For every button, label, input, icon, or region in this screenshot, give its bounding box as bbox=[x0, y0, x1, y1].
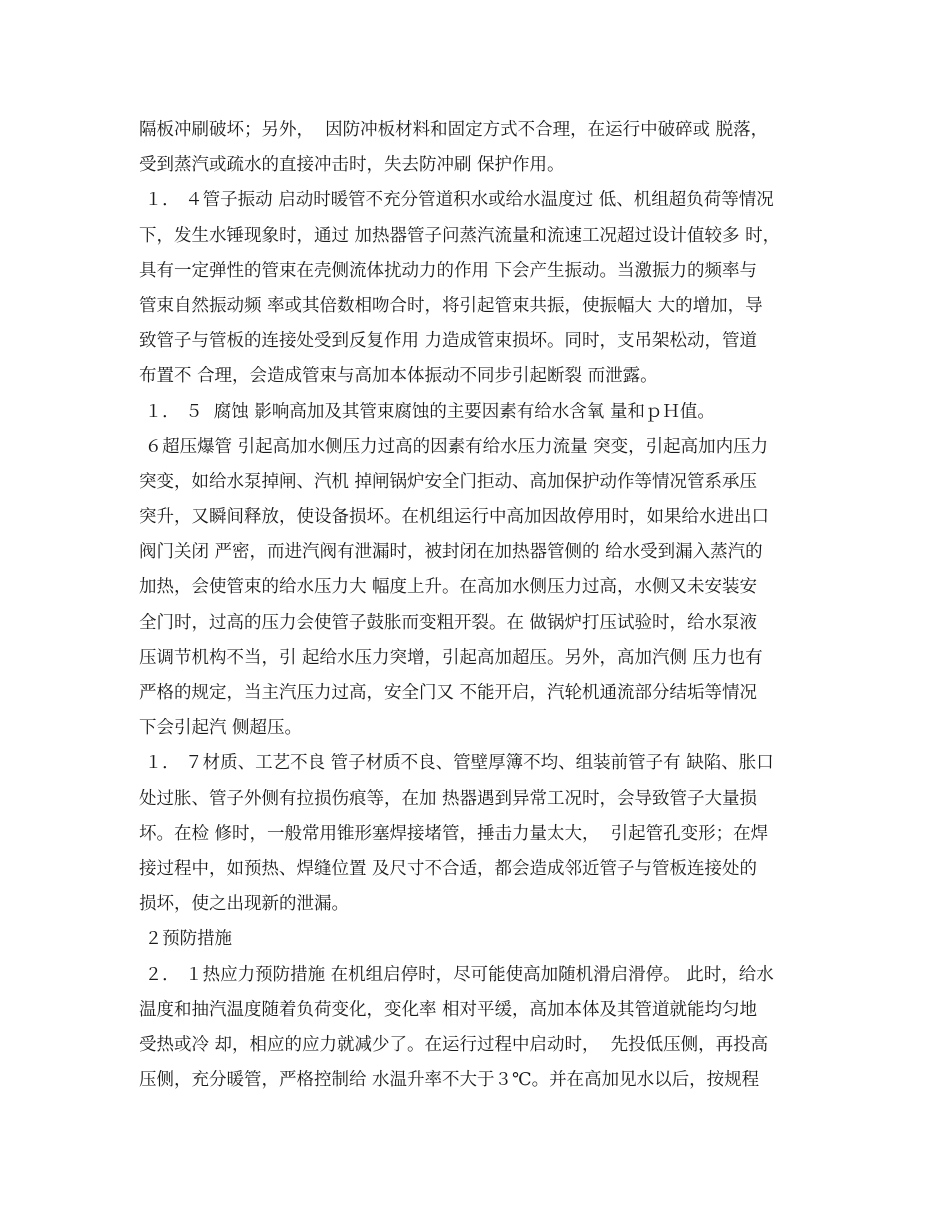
text-line: 突变，如给水泵掉闸、汽机 掉闸锅炉安全门拒动、高加保护动作等情况管系承压 bbox=[139, 471, 758, 492]
text-line: 严格的规定，当主汽压力过高，安全门又 不能开启，汽轮机通流部分结垢等情况 bbox=[139, 683, 758, 703]
text-line: 隔板冲刷破坏；另外， 因防冲板材料和固定方式不合理，在运行中破碎或 脱落， bbox=[139, 120, 769, 140]
text-line: 管束自然振动频 率或其倍数相吻合时，将引起管束共振，使振幅大 大的增加，导 bbox=[139, 295, 763, 316]
text-line: 突升，又瞬间释放，使设备损坏。在机组运行中高加因故停用时，如果给水进出口 bbox=[139, 507, 769, 528]
text-line: 致管子与管板的连接处受到反复作用 力造成管束损坏。同时，支吊架松动，管道 bbox=[139, 331, 758, 352]
text-line: １． ４管子振动 启动时暖管不充分管道积水或给水温度过 低、机组超负荷等情况 bbox=[139, 190, 774, 211]
text-line: 坏。在检 修时，一般常用锥形塞焊接堵管，捶击力量太大， 引起管孔变形；在焊 bbox=[139, 823, 769, 844]
text-line: 下会引起汽 侧超压。 bbox=[139, 718, 303, 739]
text-line: 温度和抽汽温度随着负荷变化，变化率 相对平缓，高加本体及其管道就能均匀地 bbox=[139, 999, 758, 1020]
text-line: 下，发生水锤现象时，通过 加热器管子问蒸汽流量和流速工况超过设计值较多 时， bbox=[139, 225, 781, 246]
text-line: 接过程中，如预热、焊缝位置 及尺寸不合适，都会造成邻近管子与管板连接处的 bbox=[139, 858, 758, 879]
text-line: １． ５ 腐蚀 影响高加及其管束腐蚀的主要因素有给水含氧 量和ｐＨ值。 bbox=[139, 401, 715, 422]
text-line: １． ７材质、工艺不良 管子材质不良、管壁厚簿不均、组装前管子有 缺陷、胀口 bbox=[139, 753, 774, 774]
text-line: 压调节机构不当，引 起给水压力突增，引起高加超压。另外，高加汽侧 压力也有 bbox=[139, 647, 763, 668]
text-line: ２． １热应力预防措施 在机组启停时，尽可能使高加随机滑启滑停。 此时，给水 bbox=[139, 964, 774, 985]
section-heading: ２预防措施 bbox=[139, 929, 233, 950]
text-line: 具有一定弹性的管束在壳侧流体扰动力的作用 下会产生振动。当激振力的频率与 bbox=[139, 260, 758, 281]
text-line: 损坏，使之出现新的泄漏。 bbox=[139, 894, 349, 915]
text-line: 全门时，过高的压力会使管子鼓胀而变粗开裂。在 做锅炉打压试验时，给水泵液 bbox=[139, 612, 758, 633]
text-line: 阀门关闭 严密，而进汽阀有泄漏时，被封闭在加热器管侧的 给水受到漏入蒸汽的 bbox=[139, 542, 763, 563]
text-line: 受热或冷 却，相应的应力就减少了。在运行过程中启动时， 先投低压侧，再投高 bbox=[139, 1034, 769, 1055]
text-line: 压侧，充分暖管，严格控制给 水温升率不大于３℃。并在高加见水以后，按规程 bbox=[139, 1070, 760, 1091]
text-line: ６超压爆管 引起高加水侧压力过高的因素有给水压力流量 突变，引起高加内压力 bbox=[139, 436, 769, 457]
text-line: 加热，会使管束的给水压力大 幅度上升。在高加水侧压力过高，水侧又未安装安 bbox=[139, 577, 758, 598]
text-line: 布置不 合理，会造成管束与高加本体振动不同步引起断裂 而泄露。 bbox=[139, 366, 658, 387]
document-body bbox=[139, 113, 819, 1098]
text-line: 处过胀、管子外侧有拉损伤痕等，在加 热器遇到异常工况时，会导致管子大量损 bbox=[139, 788, 758, 809]
text-line: 受到蒸汽或疏水的直接冲击时，失去防冲刷 保护作用。 bbox=[139, 155, 565, 176]
